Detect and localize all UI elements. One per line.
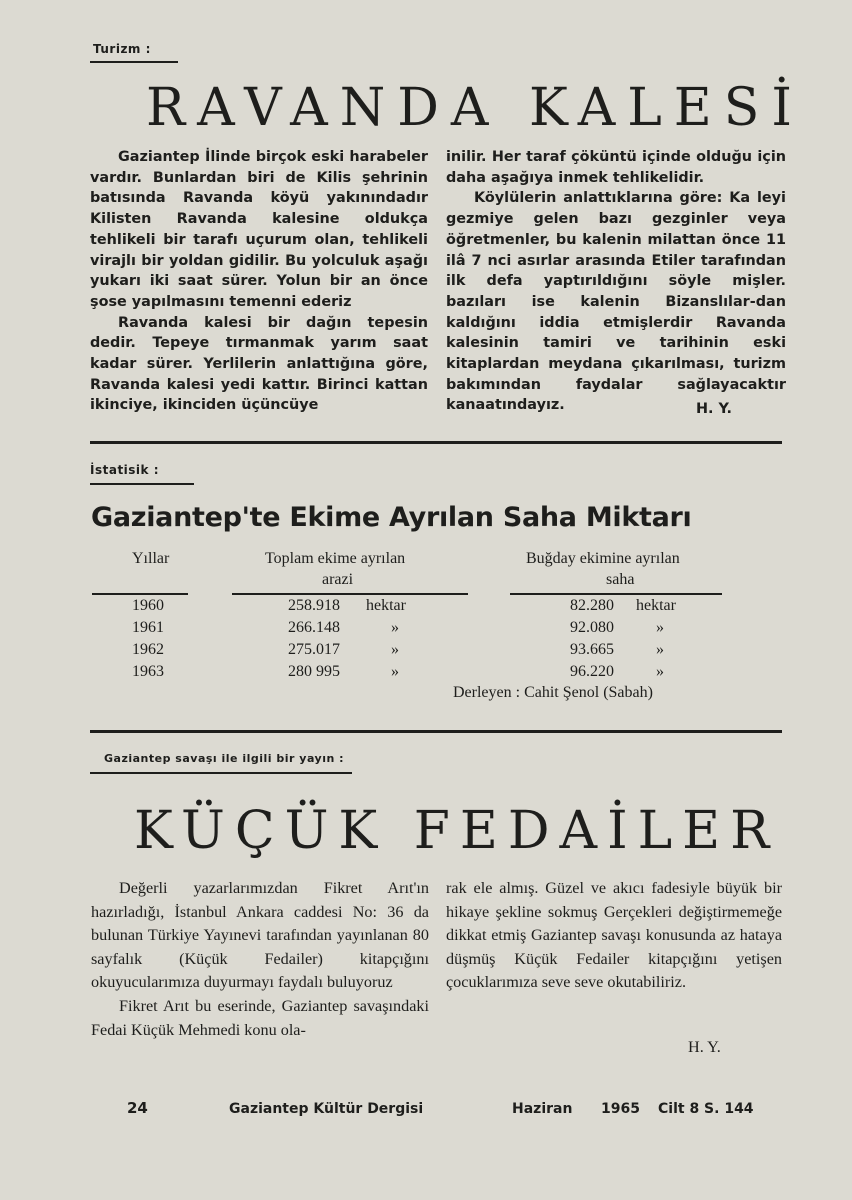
cell-total-unit: hektar bbox=[366, 597, 406, 614]
article2-column-left bbox=[91, 877, 429, 1042]
header-wheat-line1: Buğday ekimine ayrılan bbox=[526, 550, 680, 567]
issue-year: 1965 bbox=[601, 1101, 640, 1117]
cell-wheat-unit: » bbox=[656, 619, 664, 636]
section-label-istatistik: İstatisik : bbox=[90, 463, 160, 477]
issue-month: Haziran bbox=[512, 1101, 573, 1117]
statistics-source: Derleyen : Cahit Şenol (Sabah) bbox=[453, 684, 653, 701]
article2-paragraph: rak ele almış. Güzel ve akıcı fadesiyle büyük bir hikaye şekline sokmuş Gerçekleri değiştirmemeğe dikkat etmiş Gaziantep savaşı konusunda az hataya düşmüş Küçük Fedailer kitapçığını yetişen çocuklarımıza seve seve okutabiliriz. bbox=[446, 879, 782, 992]
cell-wheat: 96.220 bbox=[570, 663, 614, 680]
article2-paragraph: Fikret Arıt bu eserinde, Gaziantep savaşındaki Fedai Küçük Mehmedi konu ola- bbox=[91, 996, 429, 1039]
cell-total: 280 995 bbox=[288, 663, 340, 680]
journal-name: Gaziantep Kültür Dergisi bbox=[229, 1101, 424, 1117]
cell-year: 1961 bbox=[132, 619, 164, 636]
article1-paragraph: Gaziantep İlinde birçok eski harabeler vardır. Bunlardan biri de Kilis şehrinin batısında Ravanda köyü yakınındadır Kilisten Ravanda kalesine oldukça tehlikeli bir tarafı uçurum olan, tehlikeli virajlı bir yoldan gidilir. Bu yolculuk aşağı yukarı iki saat sürer. Yolun bir an önce şose yapılmasını temenni ederiz bbox=[90, 149, 428, 310]
page-number: 24 bbox=[127, 1099, 148, 1117]
header-total-line1: Toplam ekime ayrılan bbox=[265, 550, 406, 567]
table-header-rule bbox=[232, 593, 468, 595]
cell-wheat: 82.280 bbox=[570, 597, 614, 614]
cell-total-unit: » bbox=[391, 641, 399, 658]
section-underline bbox=[90, 772, 352, 774]
cell-wheat: 93.665 bbox=[570, 641, 614, 658]
header-year: Yıllar bbox=[132, 550, 170, 567]
statistics-title: Gaziantep'te Ekime Ayrılan Saha Miktarı bbox=[91, 502, 692, 533]
cell-total: 266.148 bbox=[288, 619, 340, 636]
article2-paragraph: Değerli yazarlarımızdan Fikret Arıt'ın hazırladığı, İstanbul Ankara caddesi No: 36 da bulunan Türkiye Yayınevi tarafından yayınlanan 80 sayfalık (Küçük Fedailer) kitapçığını okuyucularımıza duyurmayı faydalı buluyoruz bbox=[91, 879, 429, 992]
cell-wheat: 92.080 bbox=[570, 619, 614, 636]
article1-paragraph: Ravanda kalesi bir dağın tepesin dedir. Tepeye tırmanmak yarım saat kadar sürer. Yerlilerin anlattığına göre, Ravanda kalesi yedi kattır. Birinci kattan ikinciye, ikinciden üçüncüye bbox=[90, 314, 428, 414]
article2-signature: H. Y. bbox=[688, 1038, 721, 1056]
cell-wheat-unit: » bbox=[656, 663, 664, 680]
section-underline bbox=[90, 61, 178, 63]
article1-column-right bbox=[446, 147, 786, 416]
table-header-rule bbox=[92, 593, 188, 595]
divider bbox=[90, 441, 782, 444]
cell-wheat-unit: » bbox=[656, 641, 664, 658]
article-title-ravanda: RAVANDA KALESİ bbox=[146, 78, 804, 138]
article1-paragraph: Köylülerin anlattıklarına göre: Ka leyi gezmiye gelen bazı gezginler veya öğretmenler, bu kalenin milattan önce 11 ilâ 7 nci asırlar arasında Etiler tarafından ilk defa yaptırıldığını söyle mişler. bazıları ise kalenin Bizanslılar-dan kaldığını iddia etmişlerdir Ravanda kalesinin tamiri ve tarihinin eski kitaplardan meydana çıkarılması, turizm bakımından faydalar sağlayacaktır kanaatındayız. bbox=[446, 190, 786, 414]
section-label-turizm: Turizm : bbox=[93, 42, 151, 56]
article1-signature: H. Y. bbox=[696, 401, 733, 417]
section-label-gaziantep-savasi: Gaziantep savaşı ile ilgili bir yayın : bbox=[104, 752, 345, 765]
article1-paragraph: inilir. Her taraf çöküntü içinde olduğu için daha aşağıya inmek tehlikelidir. bbox=[446, 149, 786, 186]
article1-column-left bbox=[90, 147, 428, 416]
issue-volume: Cilt 8 S. 144 bbox=[658, 1101, 754, 1117]
cell-wheat-unit: hektar bbox=[636, 597, 676, 614]
cell-total: 275.017 bbox=[288, 641, 340, 658]
article2-column-right bbox=[446, 877, 782, 995]
cell-total-unit: » bbox=[391, 619, 399, 636]
cell-total-unit: » bbox=[391, 663, 399, 680]
cell-total: 258.918 bbox=[288, 597, 340, 614]
table-header-rule bbox=[510, 593, 722, 595]
cell-year: 1960 bbox=[132, 597, 164, 614]
article-title-kucuk-fedailer: KÜÇÜK FEDAİLER bbox=[134, 801, 780, 861]
header-wheat-line2: saha bbox=[606, 571, 635, 588]
divider bbox=[90, 730, 782, 733]
cell-year: 1963 bbox=[132, 663, 164, 680]
header-total-line2: arazi bbox=[322, 571, 354, 588]
cell-year: 1962 bbox=[132, 641, 164, 658]
section-underline bbox=[90, 483, 194, 485]
